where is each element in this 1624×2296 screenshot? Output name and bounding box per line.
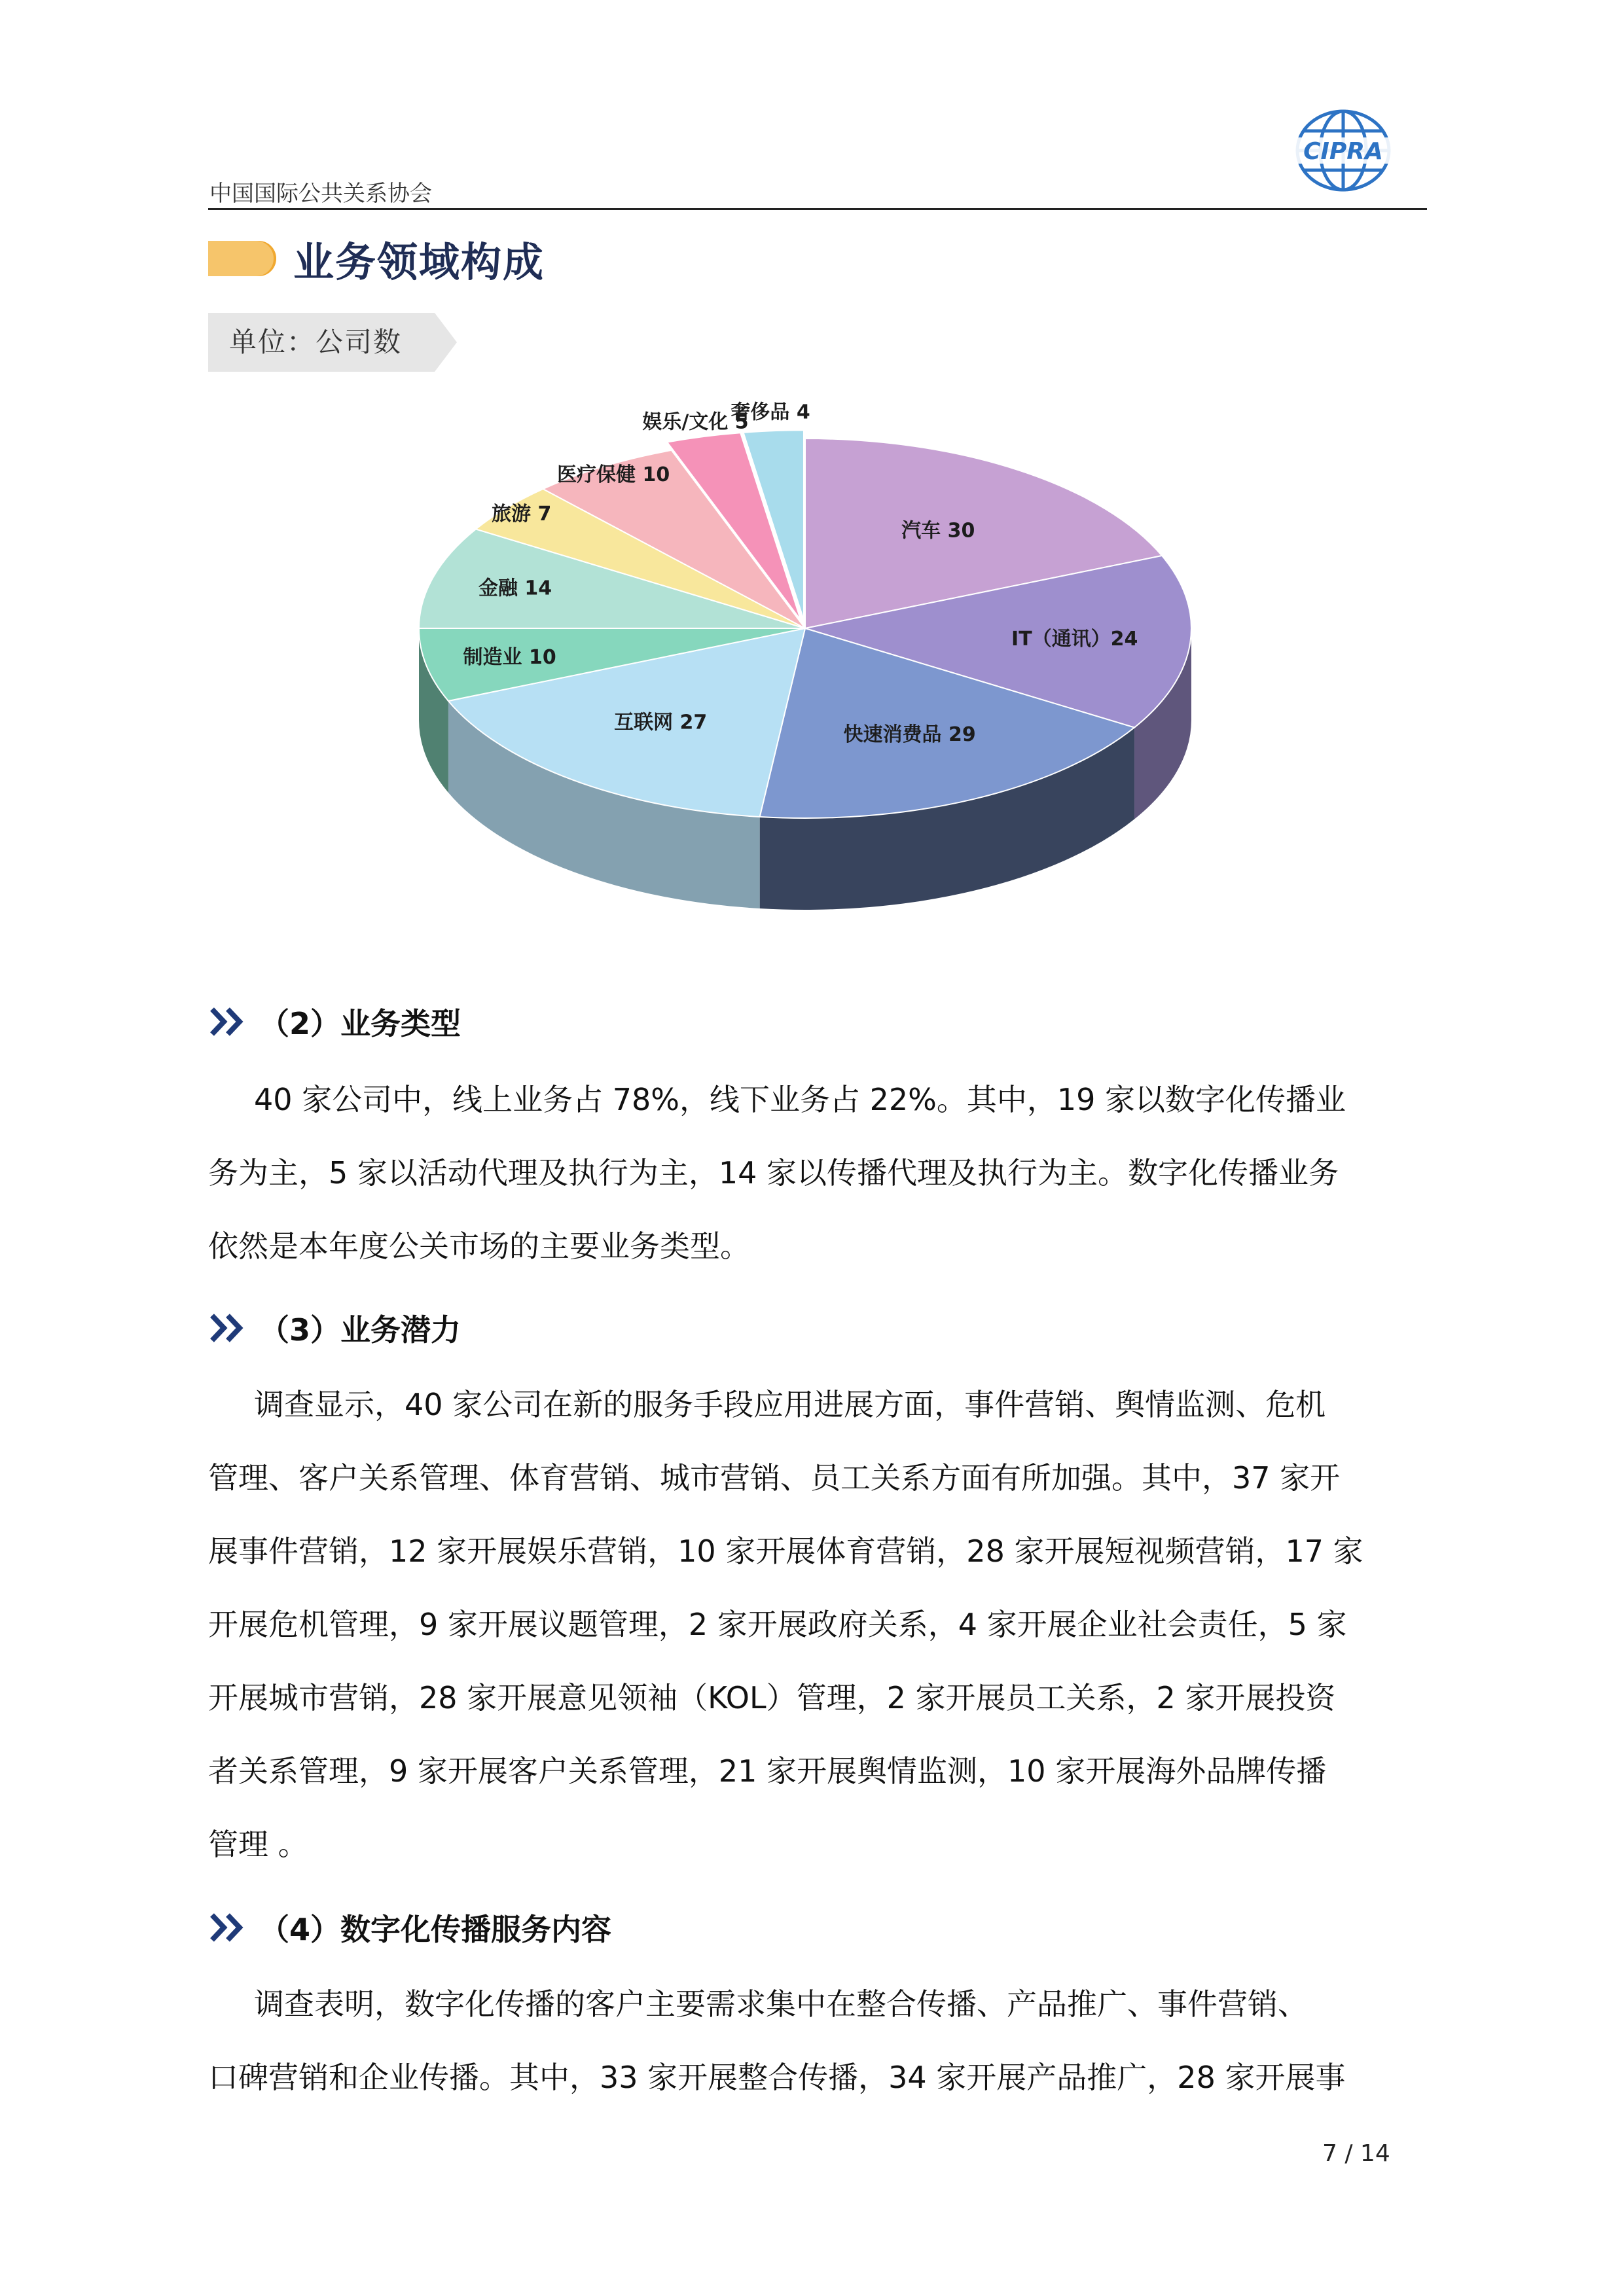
pie-top-faces [419, 430, 1191, 818]
page-number: 7 / 14 [1322, 2140, 1390, 2167]
paragraph-line: 开展城市营销，28 家开展意见领袖（KOL）管理，2 家开展员工关系，2 家开展投资 [208, 1680, 1336, 1715]
pie-label-6: 旅游 7 [492, 503, 552, 526]
double-chevron-icon [208, 1911, 246, 1944]
paragraph-line: 调查显示，40 家公司在新的服务手段应用进展方面，事件营销、舆情监测、危机 [254, 1387, 1326, 1422]
heading-text: （2）业务类型 [259, 1006, 461, 1041]
pie-label-0: 汽车 30 [901, 519, 975, 543]
pie-label-7: 医疗保健 10 [557, 463, 670, 487]
header-divider [208, 208, 1427, 210]
heading-text: （4）数字化传播服务内容 [259, 1912, 612, 1947]
logo-text: CIPRA [1303, 138, 1383, 165]
paragraph-line: 口碑营销和企业传播。其中，33 家开展整合传播，34 家开展产品推广，28 家开展事 [208, 2060, 1346, 2095]
pie-label-9: 奢侈品 4 [731, 401, 810, 424]
section-title-text: 业务领域构成 [293, 238, 545, 286]
pie-label-1: IT（通讯）24 [1011, 627, 1138, 651]
heading-business-potential [208, 1306, 461, 1350]
paragraph-business-potential [208, 1368, 1427, 1881]
pie-label-3: 互联网 27 [614, 711, 708, 734]
pie-label-2: 快速消费品 29 [843, 723, 976, 746]
paragraph-line: 展事件营销，12 家开展娱乐营销，10 家开展体育营销，28 家开展短视频营销，17 家 [208, 1534, 1363, 1569]
paragraph-line: 管理 。 [208, 1827, 308, 1862]
heading-text: （3）业务潜力 [259, 1312, 461, 1348]
double-chevron-icon [208, 1005, 246, 1038]
paragraph-line: 调查表明，数字化传播的客户主要需求集中在整合传播、产品推广、事件营销、 [254, 1986, 1308, 2022]
double-chevron-icon [208, 1312, 246, 1344]
paragraph-line: 40 家公司中，线上业务占 78%，线下业务占 22%。其中，19 家以数字化传播业 [254, 1082, 1346, 1117]
cipra-logo [1284, 105, 1402, 196]
paragraph-line: 者关系管理，9 家开展客户关系管理，21 家开展舆情监测，10 家开展海外品牌传播 [208, 1753, 1327, 1789]
section-title [208, 229, 545, 288]
paragraph-line: 依然是本年度公关市场的主要业务类型。 [208, 1229, 750, 1264]
pie-label-4: 制造业 10 [463, 646, 556, 670]
paragraph-business-type [208, 1063, 1427, 1283]
section-title-marker [208, 241, 276, 276]
paragraph-line: 开展危机管理，9 家开展议题管理，2 家开展政府关系，4 家开展企业社会责任，5 家 [208, 1607, 1347, 1642]
unit-label-box [208, 313, 457, 372]
header-org-name: 中国国际公共关系协会 [209, 181, 432, 207]
paragraph-digital-services [208, 1967, 1427, 2114]
unit-label: 单位：公司数 [229, 326, 403, 358]
heading-digital-services [208, 1906, 611, 1949]
business-area-pie-chart [406, 401, 1231, 936]
paragraph-line: 务为主，5 家以活动代理及执行为主，14 家以传播代理及执行为主。数字化传播业务 [208, 1155, 1339, 1191]
paragraph-line: 管理、客户关系管理、体育营销、城市营销、员工关系方面有所加强。其中，37 家开 [208, 1460, 1341, 1496]
pie-label-8: 娱乐/文化 5 [642, 410, 749, 434]
heading-business-type [208, 1000, 461, 1043]
pie-label-5: 金融 14 [478, 577, 552, 600]
